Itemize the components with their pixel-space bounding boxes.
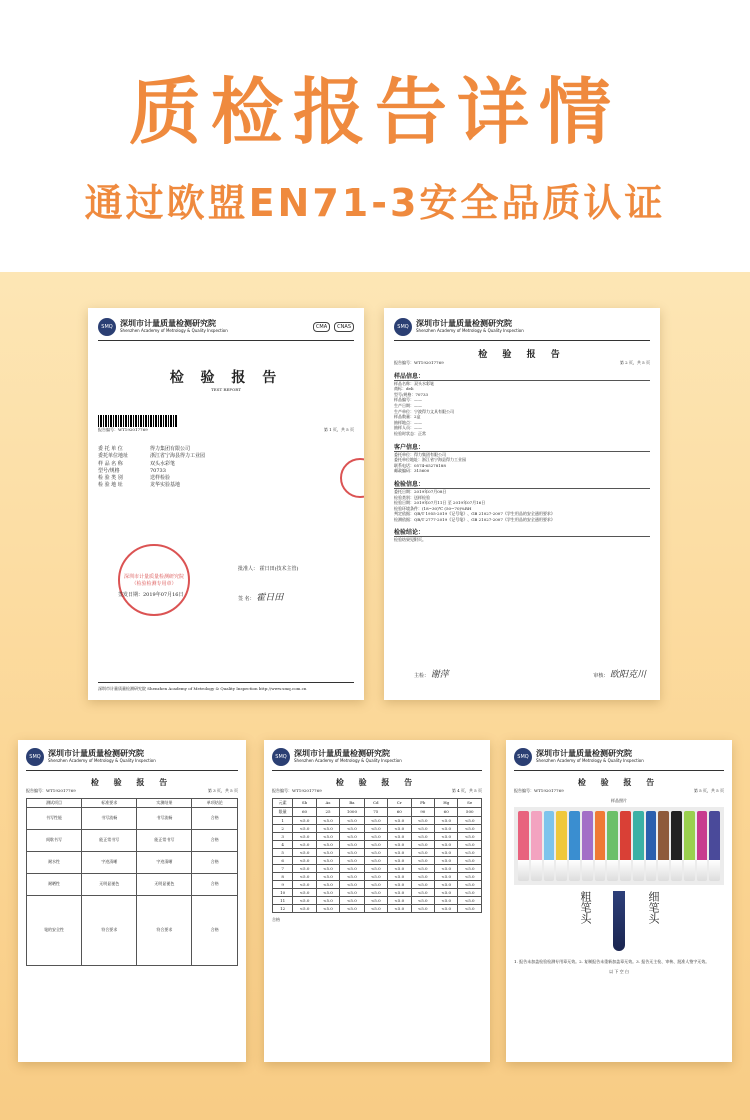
- thin-tip-label: 细笔头: [647, 891, 660, 925]
- table-cell: <5.0: [364, 888, 387, 896]
- table-cell: <5.0: [411, 872, 434, 880]
- report-info-page: [384, 308, 660, 700]
- table-cell: <5.0: [411, 856, 434, 864]
- table-cell: <5.0: [388, 896, 411, 904]
- end-marker: 以 下 空 白: [609, 968, 629, 974]
- table-cell: 1000: [340, 807, 364, 816]
- table-cell: <5.0: [458, 864, 482, 872]
- table-cell: 500: [458, 807, 482, 816]
- org-name-en: Shenzhen Academy of Metrology & Quality Inspection: [120, 328, 228, 334]
- table-cell: <5.0: [458, 888, 482, 896]
- table-cell: <5.0: [293, 904, 316, 912]
- report-footer: 深圳市计量质量检测研究院 Shenzhen Academy of Metrology & Quality Inspection http://www.smq.com.cn: [98, 682, 354, 692]
- table-cell: <5.0: [458, 872, 482, 880]
- field-row: 委托单位地址 浙江省宁海县得力工业园: [98, 453, 206, 460]
- table-cell: <5.0: [364, 896, 387, 904]
- report-number: 报告编号：WT192017769: [514, 788, 564, 793]
- table-cell: 60: [293, 807, 316, 816]
- table-cell: <5.0: [340, 848, 364, 856]
- table-cell: <5.0: [364, 904, 387, 912]
- table-cell: 10: [273, 888, 293, 896]
- table-cell: <5.0: [293, 864, 316, 872]
- table-row: [273, 840, 482, 848]
- barcode: [98, 415, 178, 427]
- pen-item: [518, 811, 529, 881]
- table-cell: <5.0: [388, 816, 411, 824]
- page-title: 质检报告详情: [128, 70, 621, 154]
- table-cell: <5.0: [434, 888, 457, 896]
- table-cell: <5.0: [293, 824, 316, 832]
- org-name-en: Shenzhen Academy of Metrology & Quality Inspection: [416, 328, 524, 334]
- table-cell: <5.0: [411, 888, 434, 896]
- table-cell: <5.0: [388, 864, 411, 872]
- field-row: 检 验 地 址 龙华实验基地: [98, 482, 181, 489]
- table-row: [273, 856, 482, 864]
- report-header: [394, 318, 650, 341]
- field-row: 检 验 类 别 送样检验: [98, 475, 171, 482]
- table-cell: <5.0: [434, 880, 457, 888]
- table-cell: <5.0: [316, 880, 339, 888]
- table-cell: <5.0: [434, 864, 457, 872]
- org-name: 深圳市计量质量检测研究院: [536, 749, 632, 759]
- table-cell: <5.0: [434, 872, 457, 880]
- smq-logo-icon: SMQ: [98, 318, 116, 336]
- table-cell: <5.0: [364, 848, 387, 856]
- table-header-row: 元素 Sb As Ba Cd Cr Pb Hg Se: [273, 798, 482, 807]
- table-cell: <5.0: [411, 816, 434, 824]
- table-cell: <5.0: [411, 840, 434, 848]
- table-cell: <5.0: [411, 896, 434, 904]
- table-cell: <5.0: [458, 816, 482, 824]
- org-name-en: Shenzhen Academy of Metrology & Quality Inspection: [536, 758, 644, 764]
- table-cell: 4: [273, 840, 293, 848]
- performance-table: [26, 798, 238, 966]
- table-row: [273, 824, 482, 832]
- report-header: [514, 748, 724, 771]
- table-cell: <5.0: [340, 840, 364, 848]
- table-cell: <5.0: [411, 904, 434, 912]
- table-row: 间歇书写 能正常书写 能正常书写 合格: [27, 829, 238, 851]
- org-name-en: Shenzhen Academy of Metrology & Quality Inspection: [48, 758, 156, 764]
- table-cell: <5.0: [388, 832, 411, 840]
- field-row: 型号/规格 70733: [98, 467, 166, 474]
- table-cell: 60: [388, 807, 411, 816]
- table-cell: <5.0: [340, 896, 364, 904]
- org-name: 深圳市计量质量检测研究院: [416, 319, 512, 329]
- table-cell: <5.0: [458, 824, 482, 832]
- pen-item: [531, 811, 542, 881]
- table-row: [273, 832, 482, 840]
- table-row: [273, 807, 482, 816]
- table-cell: <5.0: [388, 840, 411, 848]
- table-cell: <5.0: [411, 824, 434, 832]
- pen-item: [633, 811, 644, 881]
- table-cell: <5.0: [364, 864, 387, 872]
- table-cell: 6: [273, 856, 293, 864]
- table-row: [273, 816, 482, 824]
- table-row: [273, 880, 482, 888]
- pen-item: [582, 811, 593, 881]
- report-notes: 1. 报告未加盖检验检测专用章无效。2. 复制报告未重新加盖章无效。3. 报告无主检、审核、批准人签字无效。: [514, 959, 710, 965]
- page-number: 第 5 页，共 5 页: [693, 788, 724, 793]
- smq-logo-icon: SMQ: [26, 748, 44, 766]
- section-sample-info: 样品信息：: [394, 371, 650, 381]
- table-cell: 90: [411, 807, 434, 816]
- report-title: 检 验 报 告: [577, 777, 661, 787]
- table-cell: <5.0: [293, 816, 316, 824]
- table-cell: <5.0: [364, 832, 387, 840]
- table-cell: <5.0: [316, 896, 339, 904]
- table-cell: <5.0: [316, 840, 339, 848]
- table-row: 耐晒性 无明显褪色 无明显褪色 合格: [27, 873, 238, 895]
- table-cell: <5.0: [434, 840, 457, 848]
- table-row: 耐水性 字迹清晰 字迹清晰 合格: [27, 851, 238, 873]
- table-cell: 5: [273, 848, 293, 856]
- report-gallery: [0, 272, 750, 1120]
- pen-item: [684, 811, 695, 881]
- heavy-metal-conclusion: 合格: [272, 916, 280, 922]
- report-header: [272, 748, 482, 771]
- report-header: [26, 748, 238, 771]
- test-info: 委托日期：2019年07月08日 检验类别：送样检验 检验日期：2019年07月11日 至 2019年07月16日 检验环境条件：(18~30)℃ (50~70)%RH 判定依据：QB/T 1955-2019《记号笔》、GB 21027-2007《学生用品的安全通用要求》 检测依据：QB/T 2777-2019《记号笔》、GB 21027-2007《学生用品的安全通用要求》: [394, 488, 555, 522]
- table-cell: <5.0: [458, 880, 482, 888]
- table-cell: <5.0: [340, 864, 364, 872]
- table-cell: <5.0: [411, 832, 434, 840]
- conclusion: 检验结果见附页。: [394, 537, 426, 543]
- table-cell: <5.0: [388, 880, 411, 888]
- page-number: 第 3 页，共 5 页: [207, 788, 238, 793]
- table-cell: <5.0: [340, 904, 364, 912]
- table-row: 笔的安全性 符合要求 符合要求 合格: [27, 895, 238, 965]
- section-test-info: 检验信息：: [394, 479, 650, 489]
- report-header: [98, 318, 354, 341]
- report-number: 报告编号：WT192017769: [98, 426, 148, 432]
- table-cell: <5.0: [411, 880, 434, 888]
- auditor-signature: 欧阳克川: [609, 669, 646, 680]
- table-cell: <5.0: [388, 848, 411, 856]
- table-cell: <5.0: [340, 880, 364, 888]
- table-cell: <5.0: [316, 848, 339, 856]
- tip-photo: [514, 891, 724, 951]
- table-cell: <5.0: [340, 824, 364, 832]
- section-client-info: 客户信息：: [394, 442, 650, 452]
- page-number: 第 1 页，共 5 页: [323, 426, 354, 432]
- page-subtitle: 通过欧盟EN71-3安全品质认证: [84, 181, 666, 225]
- org-name: 深圳市计量质量检测研究院: [294, 749, 390, 759]
- table-cell: <5.0: [340, 832, 364, 840]
- table-cell: <5.0: [388, 888, 411, 896]
- report-cover-page: [88, 308, 364, 700]
- pen-tip-image: [613, 891, 625, 951]
- table-cell: <5.0: [340, 816, 364, 824]
- table-cell: 2: [273, 824, 293, 832]
- table-cell: 25: [316, 807, 339, 816]
- official-stamp: 深圳市计量质量检测研究院（检验检测专用章）: [118, 544, 190, 616]
- table-cell: <5.0: [458, 904, 482, 912]
- table-cell: <5.0: [293, 896, 316, 904]
- section-conclusion: 检验结论：: [394, 527, 650, 537]
- table-cell: <5.0: [293, 880, 316, 888]
- pen-item: [544, 811, 555, 881]
- pen-item: [595, 811, 606, 881]
- table-cell: <5.0: [364, 824, 387, 832]
- report-fields: [98, 446, 354, 490]
- table-cell: <5.0: [364, 880, 387, 888]
- pen-item: [620, 811, 631, 881]
- table-cell: <5.0: [316, 864, 339, 872]
- table-cell: <5.0: [316, 856, 339, 864]
- report-number: 报告编号：WT192017769: [272, 788, 322, 793]
- table-cell: <5.0: [458, 840, 482, 848]
- pen-item: [709, 811, 720, 881]
- table-row: [273, 872, 482, 880]
- table-cell: <5.0: [411, 848, 434, 856]
- pen-item: [607, 811, 618, 881]
- pen-item: [658, 811, 669, 881]
- table-cell: <5.0: [434, 904, 457, 912]
- table-row: [273, 848, 482, 856]
- report-number: 报告编号：WT192017769: [394, 360, 444, 365]
- pen-item: [697, 811, 708, 881]
- table-cell: <5.0: [316, 872, 339, 880]
- table-cell: 9: [273, 880, 293, 888]
- signature-line: 签 名： 霍日田: [238, 593, 284, 603]
- report-performance-page: [18, 740, 246, 1062]
- table-row: 书写性能 书写流畅 书写流畅 合格: [27, 807, 238, 829]
- cert-marks: [313, 322, 354, 332]
- hero-banner: [0, 0, 750, 272]
- signature: 霍日田: [256, 593, 284, 603]
- sample-info: 样品名称：双头水彩笔 商标：deli 型号/规格：70733 样品编号：—— 生产日期：—— 生产单位：宁波得力文具有限公司 样品数量：2盒 抽样地点：—— 抽样人员：—— 检验时状态：正常: [394, 380, 454, 436]
- table-cell: <5.0: [293, 872, 316, 880]
- smq-logo-icon: SMQ: [272, 748, 290, 766]
- table-cell: <5.0: [316, 832, 339, 840]
- table-cell: <5.0: [293, 856, 316, 864]
- client-info: 委托单位：得力集团有限公司 委托单位地址：浙江省宁海县得力工业园 联系电话：0574-65278188 邮政编码：315600: [394, 451, 466, 474]
- table-cell: <5.0: [434, 896, 457, 904]
- table-cell: <5.0: [364, 856, 387, 864]
- table-cell: 3: [273, 832, 293, 840]
- table-cell: <5.0: [340, 856, 364, 864]
- report-heavy-metal-page: [264, 740, 490, 1062]
- report-title: 检 验 报 告: [90, 777, 174, 787]
- table-cell: <5.0: [316, 904, 339, 912]
- photo-label: 样品照片: [611, 797, 627, 803]
- report-photo-page: [506, 740, 732, 1062]
- table-cell: <5.0: [458, 848, 482, 856]
- page-number: 第 2 页，共 5 页: [619, 360, 650, 365]
- thick-tip-label: 粗笔头: [579, 891, 592, 925]
- table-cell: <5.0: [364, 840, 387, 848]
- signature-row: 主检： 谢萍 审核： 欧阳克川: [414, 669, 646, 680]
- table-cell: <5.0: [364, 816, 387, 824]
- pen-item: [646, 811, 657, 881]
- pen-item: [569, 811, 580, 881]
- table-cell: <5.0: [293, 832, 316, 840]
- report-title: 检 验 报 告: [169, 370, 283, 386]
- table-cell: <5.0: [316, 816, 339, 824]
- approver-line: 批准人： 霍日田(技术主管): [238, 566, 299, 572]
- table-cell: <5.0: [293, 848, 316, 856]
- issue-date: 签发日期：2019年07月16日: [118, 592, 184, 598]
- table-cell: 60: [434, 807, 457, 816]
- cma-mark-icon: CMA: [313, 322, 330, 332]
- table-cell: <5.0: [364, 872, 387, 880]
- page-number: 第 4 页，共 5 页: [451, 788, 482, 793]
- table-cell: 12: [273, 904, 293, 912]
- table-cell: 1: [273, 816, 293, 824]
- table-row: [273, 904, 482, 912]
- table-cell: <5.0: [434, 856, 457, 864]
- table-cell: <5.0: [411, 864, 434, 872]
- table-cell: <5.0: [388, 904, 411, 912]
- report-number: 报告编号：WT192017769: [26, 788, 76, 793]
- inspector-signature: 谢萍: [430, 669, 449, 680]
- table-cell: <5.0: [340, 888, 364, 896]
- pen-item: [556, 811, 567, 881]
- table-cell: <5.0: [458, 896, 482, 904]
- field-row: 委 托 单 位 得力集团有限公司: [98, 446, 191, 453]
- table-cell: <5.0: [458, 832, 482, 840]
- table-cell: <5.0: [293, 888, 316, 896]
- table-cell: <5.0: [434, 832, 457, 840]
- table-cell: 8: [273, 872, 293, 880]
- cnas-mark-icon: CNAS: [334, 322, 354, 332]
- table-row: [273, 896, 482, 904]
- table-header-row: 测试项目 标准要求 实测结果 单项结论: [27, 798, 238, 807]
- table-cell: 11: [273, 896, 293, 904]
- org-name: 深圳市计量质量检测研究院: [48, 749, 144, 759]
- table-row: [273, 864, 482, 872]
- org-name: 深圳市计量质量检测研究院: [120, 319, 216, 329]
- report-title: 检 验 报 告: [335, 777, 419, 787]
- table-cell: <5.0: [388, 856, 411, 864]
- field-row: 样 品 名 称 双头水彩笔: [98, 460, 176, 467]
- smq-logo-icon: SMQ: [514, 748, 532, 766]
- heavy-metal-table: [272, 798, 482, 913]
- table-cell: <5.0: [434, 824, 457, 832]
- org-name-en: Shenzhen Academy of Metrology & Quality Inspection: [294, 758, 402, 764]
- sample-pens-photo: [514, 807, 724, 885]
- report-title-en: TEST REPORT: [211, 387, 241, 392]
- table-cell: 限量: [273, 807, 293, 816]
- table-cell: <5.0: [340, 872, 364, 880]
- table-cell: <5.0: [316, 888, 339, 896]
- report-title: 检 验 报 告: [478, 350, 566, 360]
- table-cell: 7: [273, 864, 293, 872]
- table-cell: 75: [364, 807, 387, 816]
- table-cell: <5.0: [293, 840, 316, 848]
- table-cell: <5.0: [388, 824, 411, 832]
- table-cell: <5.0: [434, 816, 457, 824]
- table-cell: <5.0: [434, 848, 457, 856]
- table-cell: <5.0: [388, 872, 411, 880]
- table-row: [273, 888, 482, 896]
- table-cell: <5.0: [458, 856, 482, 864]
- table-cell: <5.0: [316, 824, 339, 832]
- smq-logo-icon: SMQ: [394, 318, 412, 336]
- pen-item: [671, 811, 682, 881]
